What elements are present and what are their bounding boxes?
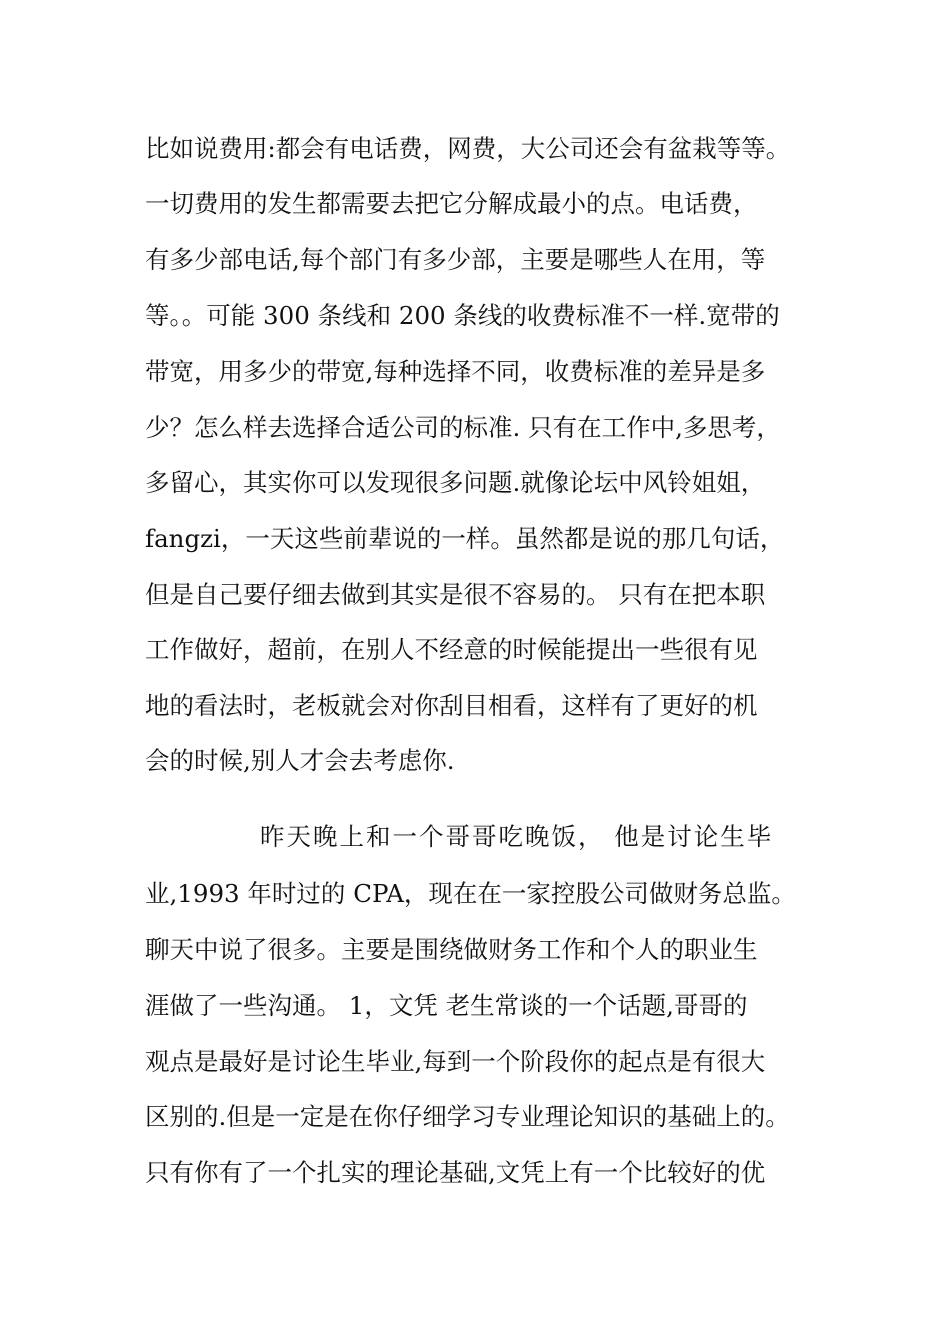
text-line-11: 地的看法时，老板就会对你刮目相看，这样有了更好的机 — [145, 691, 758, 720]
text-line-3: 有多少部电话,每个部门有多少部，主要是哪些人在用，等 — [145, 245, 766, 274]
text-line-6: 少？怎么样去选择合适公司的标准. 只有在工作中,多思考， — [145, 413, 781, 442]
text-line-2: 一切费用的发生都需要去把它分解成最小的点。电话费， — [145, 189, 758, 218]
text-line-15: 聊天中说了很多。主要是围绕做财务工作和个人的职业生 — [145, 935, 758, 964]
text-line-17: 观点是最好是讨论生毕业,每到一个阶段你的起点是有很大 — [145, 1047, 766, 1076]
text-line-4: 等。。可能 300 条线和 200 条线的收费标准不一样.宽带的 — [145, 301, 780, 330]
text-line-10: 工作做好，超前，在别人不经意的时候能提出一些很有见 — [145, 635, 758, 664]
text-line-14: 业,1993 年时过的 CPA，现在在一家控股公司做财务总监。 — [145, 879, 796, 908]
text-line-16: 涯做了一些沟通。 1，文凭 老生常谈的一个话题,哥哥的 — [145, 991, 748, 1020]
text-line-19: 只有你有了一个扎实的理论基础,文凭上有一个比较好的优 — [145, 1158, 766, 1187]
text-line-12: 会的时候,别人才会去考虑你. — [145, 746, 455, 775]
text-line-5: 带宽，用多少的带宽,每种选择不同，收费标准的差异是多 — [145, 357, 766, 386]
text-line-7: 多留心，其实你可以发现很多问题.就像论坛中风铃姐姐， — [145, 468, 766, 497]
text-line-9: 但是自己要仔细去做到其实是很不容易的。 只有在把本职 — [145, 580, 766, 609]
text-line-18: 区别的.但是一定是在你仔细学习专业理论知识的基础上的。 — [145, 1102, 790, 1131]
text-line-13: 昨天晚上和一个哥哥吃晚饭， 他是讨论生毕 — [260, 822, 774, 851]
text-line-1: 比如说费用:都会有电话费，网费，大公司还会有盆栽等等。 — [145, 134, 791, 163]
text-line-8: fangzi，一天这些前辈说的一样。虽然都是说的那几句话， — [145, 524, 785, 553]
